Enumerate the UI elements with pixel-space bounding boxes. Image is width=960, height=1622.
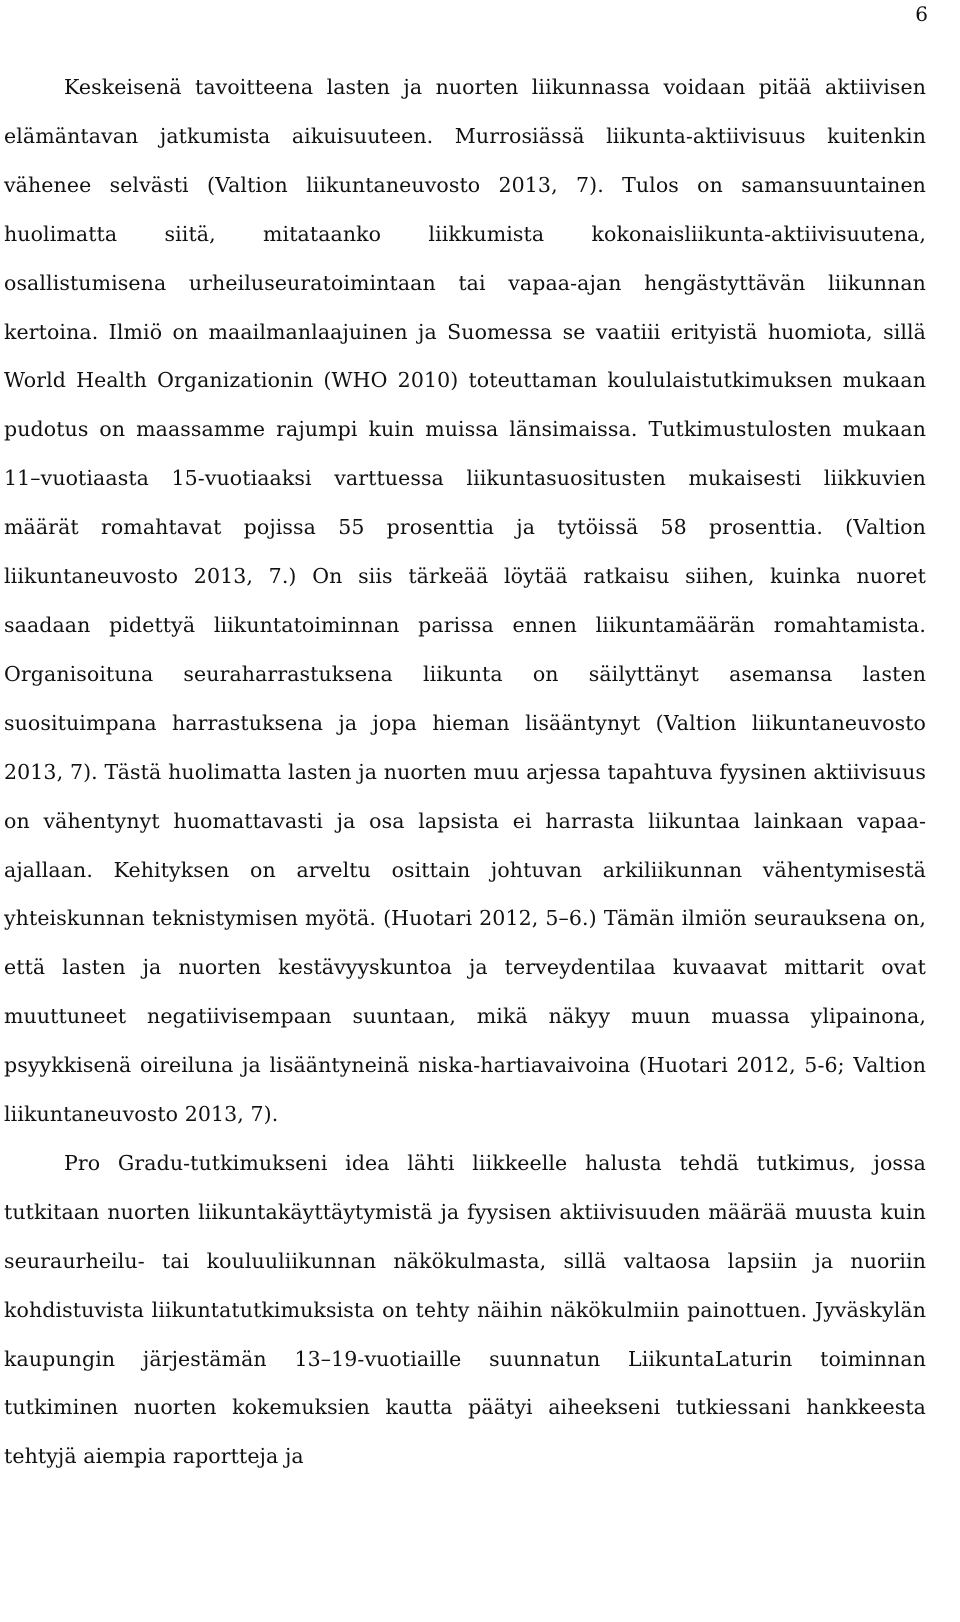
paragraph-2: Pro Gradu-tutkimukseni idea lähti liikkeelle halusta tehdä tutkimus, jossa tutkitaan nuorten liikuntakäyttäytymistä ja fyysisen aktiivisuuden määrää muusta kuin seuraurheilu- tai kouluuliikunnan näkökulmasta, sillä valtaosa lapsiin ja nuoriin kohdistuvista liikuntatutkimuksista on tehty näihin näkökulmiin painottuen. Jyväskylän kaupungin järjestämän 13–19-vuotiaille suunnatun LiikuntaLaturin toiminnan tutkiminen nuorten kokemuksien kautta päätyi aiheekseni tutkiessani hankkeesta tehtyjä aiempia raportteja ja bbox=[4, 1150, 926, 1469]
body-text bbox=[4, 63, 926, 1481]
paragraph-1: Keskeisenä tavoitteena lasten ja nuorten liikunnassa voidaan pitää aktiivisen elämäntavan jatkumista aikuisuuteen. Murrosiässä liikunta-aktiivisuus kuitenkin vähenee selvästi (Valtion liikuntaneuvosto 2013, 7). Tulos on samansuuntainen huolimatta siitä, mitataanko liikkumista kokonaisliikunta-aktiivisuutena, osallistumisena urheiluseuratoimintaan tai vapaa-ajan hengästyttävän liikunnan kertoina. Ilmiö on maailmanlaajuinen ja Suomessa se vaatiii erityistä huomiota, sillä World Health Organizationin (WHO 2010) toteuttaman koululaistutkimuksen mukaan pudotus on maassamme rajumpi kuin muissa länsimaissa. Tutkimustulosten mukaan 11–vuotiaasta 15-vuotiaaksi varttuessa liikuntasuositusten mukaisesti liikkuvien määrät romahtavat pojissa 55 prosenttia ja tytöissä 58 prosenttia. (Valtion liikuntaneuvosto 2013, 7.) On siis tärkeää löytää ratkaisu siihen, kuinka nuoret saadaan pidettyä liikuntatoiminnan parissa ennen liikuntamäärän romahtamista. Organisoituna seuraharrastuksena liikunta on säilyttänyt asemansa lasten suosituimpana harrastuksena ja jopa hieman lisääntynyt (Valtion liikuntaneuvosto 2013, 7). Tästä huolimatta lasten ja nuorten muu arjessa tapahtuva fyysinen aktiivisuus on vähentynyt huomattavasti ja osa lapsista ei harrasta liikuntaa lainkaan vapaa-ajallaan. Kehityksen on arveltu osittain johtuvan arkiliikunnan vähentymisestä yhteiskunnan teknistymisen myötä. (Huotari 2012, 5–6.) Tämän ilmiön seurauksena on, että lasten ja nuorten kestävyyskuntoa ja terveydentilaa kuvaavat mittarit ovat muuttuneet negatiivisempaan suuntaan, mikä näkyy muun muassa ylipainona, psyykkisenä oireiluna ja lisääntyneinä niska-hartiavaivoina (Huotari 2012, 5-6; Valtion liikuntaneuvosto 2013, 7). bbox=[4, 75, 926, 1127]
page-number: 6 bbox=[915, 2, 928, 26]
